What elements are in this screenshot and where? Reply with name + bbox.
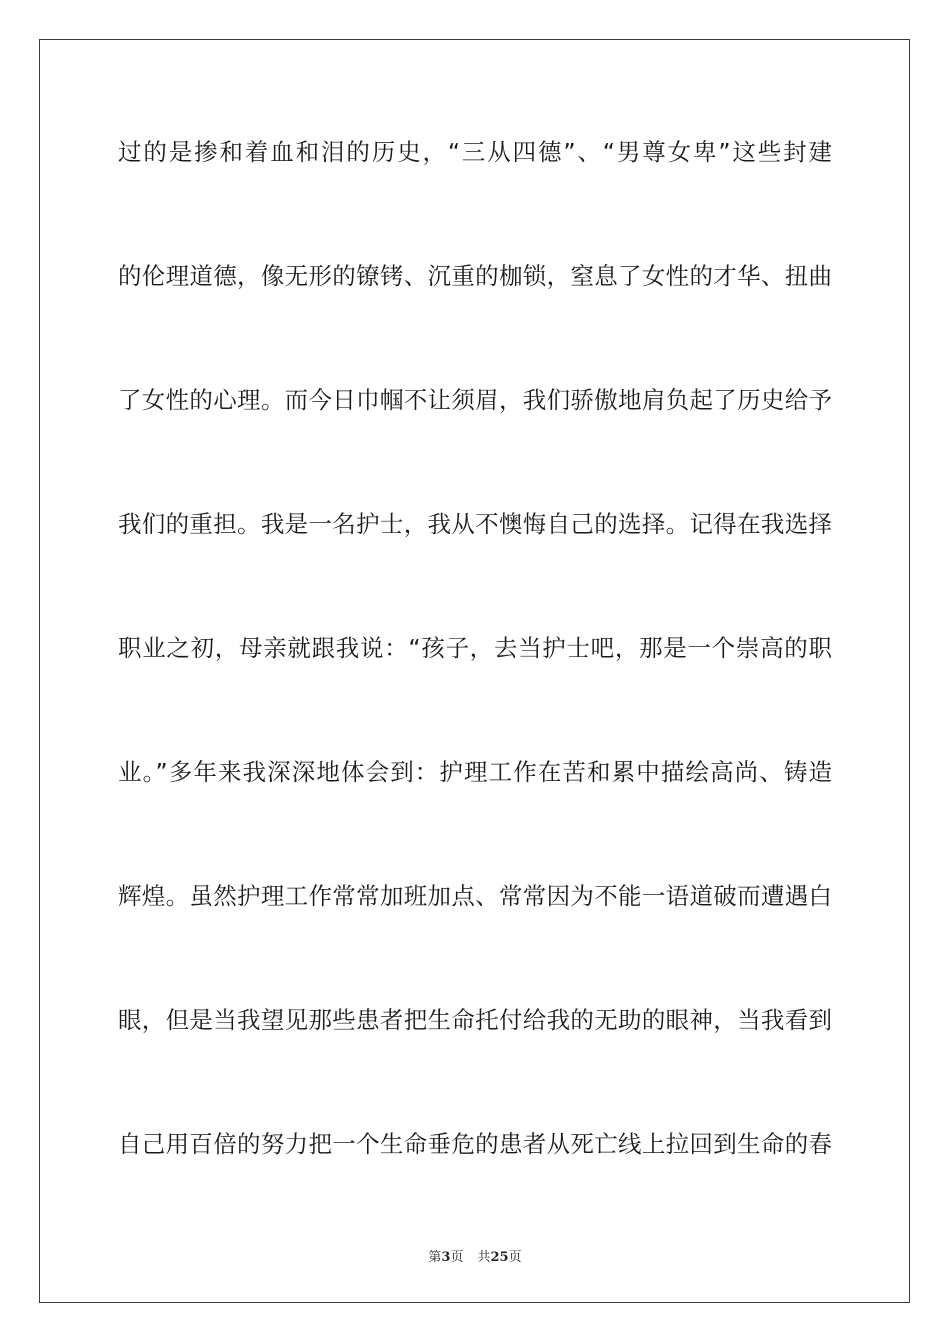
page-number: 3 xyxy=(441,1250,451,1265)
body-text-line-8: 眼，但是当我望见那些患者把生命托付给我的无助的眼神，当我看到 xyxy=(118,1006,832,1034)
body-text-line-4: 我们的重担。我是一名护士，我从不懊悔自己的选择。记得在我选择 xyxy=(118,510,832,538)
total-suffix: 页 xyxy=(508,1250,522,1265)
body-text-line-2: 的伦理道德，像无形的镣铐、沉重的枷锁，窒息了女性的才华、扭曲 xyxy=(118,262,832,290)
page-border xyxy=(39,39,910,1303)
body-text-line-6: 业。”多年来我深深地体会到：护理工作在苦和累中描绘高尚、铸造 xyxy=(118,758,832,786)
body-text-line-5: 职业之初，母亲就跟我说：“孩子，去当护士吧，那是一个崇高的职 xyxy=(118,634,832,662)
body-text-line-9: 自己用百倍的努力把一个生命垂危的患者从死亡线上拉回到生命的春 xyxy=(118,1130,832,1158)
page-prefix: 第 xyxy=(428,1250,442,1265)
total-prefix: 共 xyxy=(477,1250,491,1265)
body-text-line-7: 辉煌。虽然护理工作常常加班加点、常常因为不能一语道破而遭遇白 xyxy=(118,882,832,910)
body-text-line-1: 过的是掺和着血和泪的历史，“三从四德”、“男尊女卑”这些封建 xyxy=(118,138,832,166)
body-text-line-3: 了女性的心理。而今日巾帼不让须眉，我们骄傲地肩负起了历史给予 xyxy=(118,386,832,414)
total-pages: 25 xyxy=(490,1250,509,1265)
page-suffix: 页 xyxy=(450,1250,464,1265)
page-footer xyxy=(0,1246,950,1265)
